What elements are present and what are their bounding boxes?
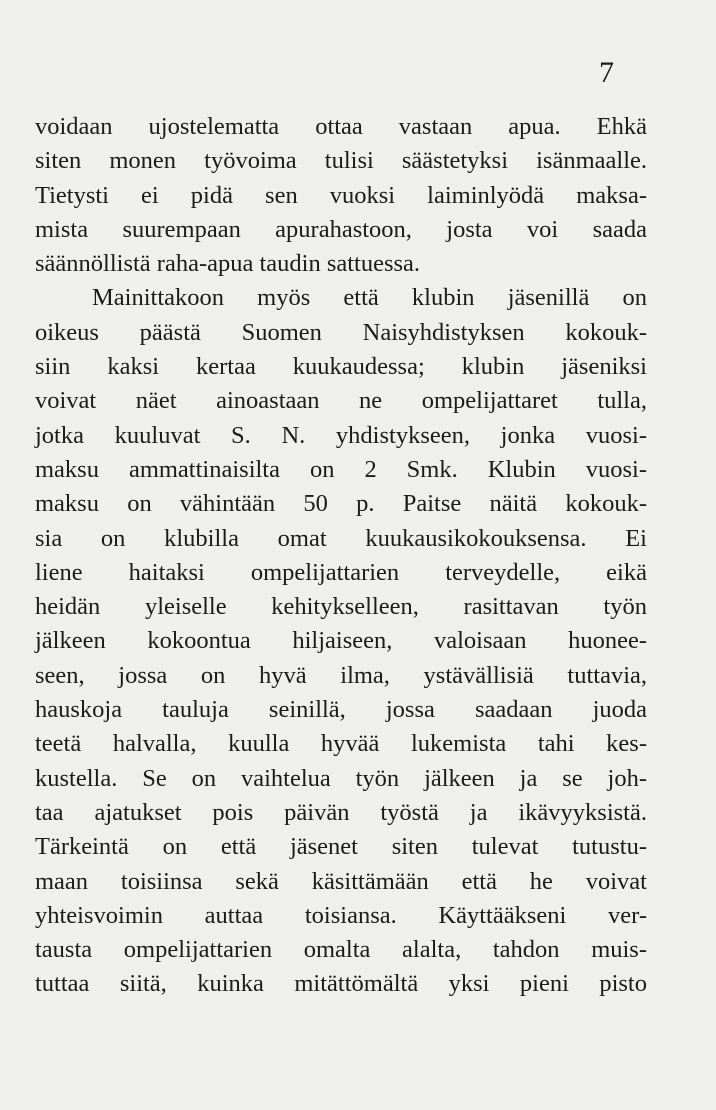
text-line: kustella. Se on vaihtelua työn jälkeen ja se joh- bbox=[35, 764, 647, 792]
text-line: hauskoja tauluja seinillä, jossa saadaan juoda bbox=[35, 696, 647, 724]
body-text bbox=[35, 110, 647, 1002]
text-line: Tärkeintä on että jäsenet siten tulevat tutustu- bbox=[35, 833, 647, 861]
text-line: oikeus päästä Suomen Naisyhdistyksen kokouk- bbox=[35, 318, 647, 346]
text-line: heidän yleiselle kehitykselleen, rasittavan työn bbox=[35, 593, 647, 621]
text-line: säännöllistä raha-apua taudin sattuessa. bbox=[35, 250, 421, 278]
text-line: jälkeen kokoontua hiljaiseen, valoisaan huonee- bbox=[35, 627, 647, 655]
text-line: voivat näet ainoastaan ne ompelijattaret tulla, bbox=[35, 387, 647, 415]
text-line: tuttaa siitä, kuinka mitättömältä yksi pieni pisto bbox=[35, 970, 647, 998]
text-line: maan toisiinsa sekä käsittämään että he voivat bbox=[35, 867, 647, 895]
text-line: maksu ammattinaisilta on 2 Smk. Klubin vuosi- bbox=[35, 455, 647, 483]
text-line: maksu on vähintään 50 p. Paitse näitä kokouk- bbox=[35, 490, 647, 518]
text-line: tausta ompelijattarien omalta alalta, tahdon muis- bbox=[35, 936, 647, 964]
page-number: 7 bbox=[599, 56, 614, 89]
text-line: siten monen työvoima tulisi säästetyksi isänmaalle. bbox=[35, 147, 647, 175]
text-line: teetä halvalla, kuulla hyvää lukemista tahi kes- bbox=[35, 730, 647, 758]
text-line: Tietysti ei pidä sen vuoksi laiminlyödä maksa- bbox=[35, 181, 647, 209]
text-line: mista suurempaan apurahastoon, josta voi saada bbox=[35, 215, 647, 243]
text-line: liene haitaksi ompelijattarien terveydelle, eikä bbox=[35, 558, 647, 586]
text-line: seen, jossa on hyvä ilma, ystävällisiä tuttavia, bbox=[35, 661, 647, 689]
text-line: taa ajatukset pois päivän työstä ja ikävyyksistä. bbox=[35, 798, 647, 826]
text-line: Mainittakoon myös että klubin jäsenillä on bbox=[92, 284, 647, 312]
text-line: yhteisvoimin auttaa toisiansa. Käyttääkseni ver- bbox=[35, 901, 647, 929]
text-line: voidaan ujostelematta ottaa vastaan apua. Ehkä bbox=[35, 113, 647, 140]
text-line: jotka kuuluvat S. N. yhdistykseen, jonka vuosi- bbox=[35, 421, 647, 449]
text-line: siin kaksi kertaa kuukaudessa; klubin jäseniksi bbox=[35, 353, 647, 381]
text-line: sia on klubilla omat kuukausikokouksensa. Ei bbox=[35, 524, 647, 552]
